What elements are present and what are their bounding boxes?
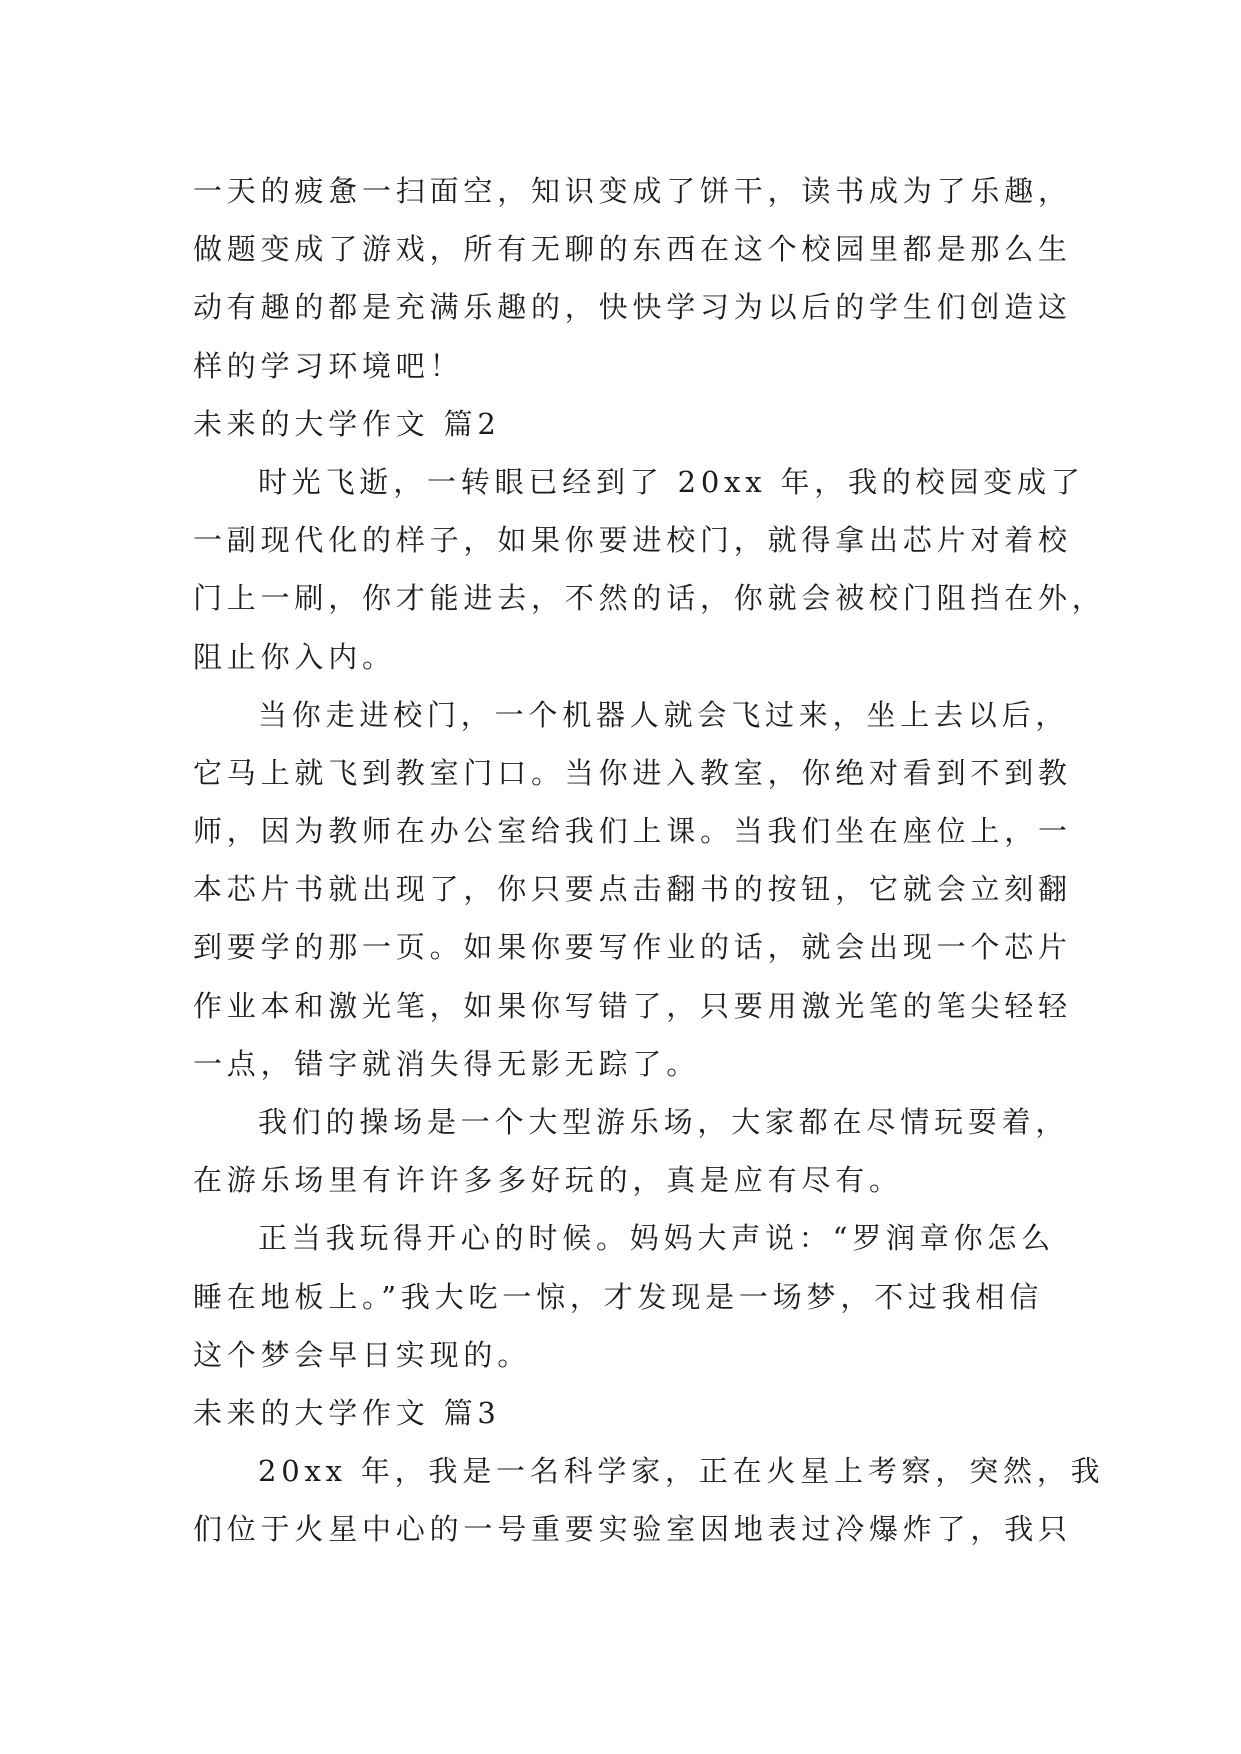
- text-line: 一副现代化的样子，如果你要进校门，就得拿出芯片对着校: [193, 523, 1072, 558]
- paragraph: [193, 1093, 1153, 1209]
- text-line: 睡在地板上。”我大吃一惊，才发现是一场梦，不过我相信: [193, 1279, 1044, 1314]
- text-line: 这个梦会早日实现的。: [193, 1337, 532, 1372]
- essay-section-3: [193, 1384, 1153, 1559]
- text-line: 一天的疲惫一扫面空，知识变成了饼干，读书成为了乐趣，: [193, 174, 1072, 208]
- text-line: 20xx 年，我是一名科学家，正在火星上考察，突然，我: [258, 1454, 1105, 1489]
- text-line: 本芯片书就出现了，你只要点击翻书的按钮，它就会立刻翻: [193, 872, 1072, 907]
- text-line: 我们的操场是一个大型游乐场，大家都在尽情玩耍着，: [258, 1105, 1070, 1139]
- section-heading: 未来的大学作文 篇2: [193, 406, 501, 441]
- document-body: [193, 162, 1153, 1559]
- paragraph: [193, 686, 1153, 1093]
- text-line: 做题变成了游戏，所有无聊的东西在这个校园里都是那么生: [193, 232, 1072, 267]
- paragraph: [193, 1209, 1153, 1384]
- text-line: 到要学的那一页。如果你要写作业的话，就会出现一个芯片: [193, 930, 1072, 965]
- text-line: 师，因为教师在办公室给我们上课。当我们坐在座位上，一: [193, 814, 1072, 849]
- text-line: 门上一刷，你才能进去，不然的话，你就会被校门阻挡在外，: [193, 581, 1106, 616]
- text-line: 动有趣的都是充满乐趣的，快快学习为以后的学生们创造这: [193, 290, 1072, 325]
- text-line: 一点，错字就消失得无影无踪了。: [193, 1046, 701, 1081]
- text-line: 当你走进校门，一个机器人就会飞过来，坐上去以后，: [258, 697, 1070, 732]
- text-line: 在游乐场里有许许多多好玩的，真是应有尽有。: [193, 1163, 903, 1198]
- section-heading: 未来的大学作文 篇3: [193, 1395, 501, 1430]
- essay-section-2: [193, 395, 1153, 1384]
- text-line: 们位于火星中心的一号重要实验室因地表过冷爆炸了，我只: [193, 1512, 1072, 1547]
- text-line: 阻止你入内。: [193, 639, 396, 674]
- paragraph: [193, 453, 1153, 686]
- text-line: 样的学习环境吧！: [193, 348, 464, 383]
- text-line: 正当我玩得开心的时候。妈妈大声说：“罗润章你怎么: [258, 1221, 1056, 1256]
- text-line: 它马上就飞到教室门口。当你进入教室，你绝对看到不到教: [193, 755, 1072, 790]
- text-line: 作业本和激光笔，如果你写错了，只要用激光笔的笔尖轻轻: [193, 988, 1072, 1023]
- text-line: 时光飞逝，一转眼已经到了 20xx 年，我的校园变成了: [258, 464, 1085, 499]
- paragraph: [193, 1442, 1153, 1558]
- intro-paragraph: [193, 162, 1153, 395]
